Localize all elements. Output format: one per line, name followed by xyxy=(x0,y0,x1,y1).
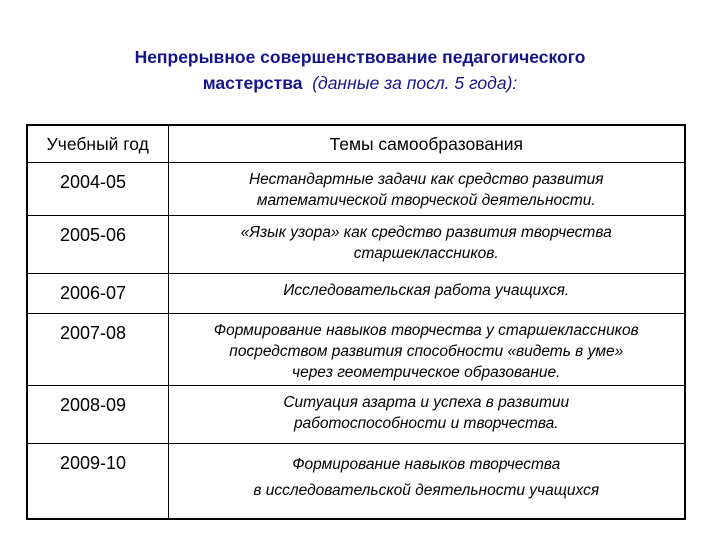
theme-cell xyxy=(168,273,685,313)
theme-cell xyxy=(168,385,685,443)
year-cell: 2009-10 xyxy=(27,443,168,519)
table-row xyxy=(27,385,685,443)
theme-line: посредством развития способности «видеть в уме» xyxy=(229,343,624,361)
table-row xyxy=(27,163,685,215)
theme-cell xyxy=(168,314,685,385)
title-line-2-italic: (данные за посл. 5 года): xyxy=(312,73,518,93)
table-row xyxy=(27,314,685,385)
theme-line: через геометрическое образование. xyxy=(292,364,561,382)
theme-line: математической творческой деятельности. xyxy=(256,192,596,210)
theme-line: старшеклассников. xyxy=(353,244,499,262)
slide-title xyxy=(60,44,660,96)
theme-line: Формирование навыков творчества xyxy=(292,455,561,473)
theme-cell xyxy=(168,215,685,273)
table-row xyxy=(27,273,685,313)
year-cell: 2005-06 xyxy=(27,215,168,273)
title-line-2-bold: мастерства xyxy=(202,73,303,93)
table-header-row xyxy=(27,125,685,163)
title-line-2 xyxy=(60,70,660,96)
year-cell: 2006-07 xyxy=(27,273,168,313)
header-year: Учебный год xyxy=(27,125,168,163)
theme-line: работоспособности и творчества. xyxy=(293,414,559,432)
theme-line: Исследовательская работа учащихся. xyxy=(283,281,570,299)
theme-line: Ситуация азарта и успеха в развитии xyxy=(283,393,570,411)
theme-cell xyxy=(168,163,685,215)
title-line-1: Непрерывное совершенствование педагогического xyxy=(134,47,586,67)
year-cell: 2008-09 xyxy=(27,385,168,443)
year-cell: 2007-08 xyxy=(27,314,168,385)
year-cell: 2004-05 xyxy=(27,163,168,215)
theme-line: Формирование навыков творчества у старшеклассников xyxy=(213,322,639,340)
self-education-table xyxy=(26,124,686,520)
theme-line: «Язык узора» как средство развития творчества xyxy=(240,223,612,241)
theme-line: в исследовательской деятельности учащихся xyxy=(253,481,600,499)
table-row xyxy=(27,443,685,519)
table-row xyxy=(27,215,685,273)
theme-line: Нестандартные задачи как средство развития xyxy=(248,171,604,189)
header-theme: Темы самообразования xyxy=(168,125,685,163)
theme-cell xyxy=(168,443,685,519)
